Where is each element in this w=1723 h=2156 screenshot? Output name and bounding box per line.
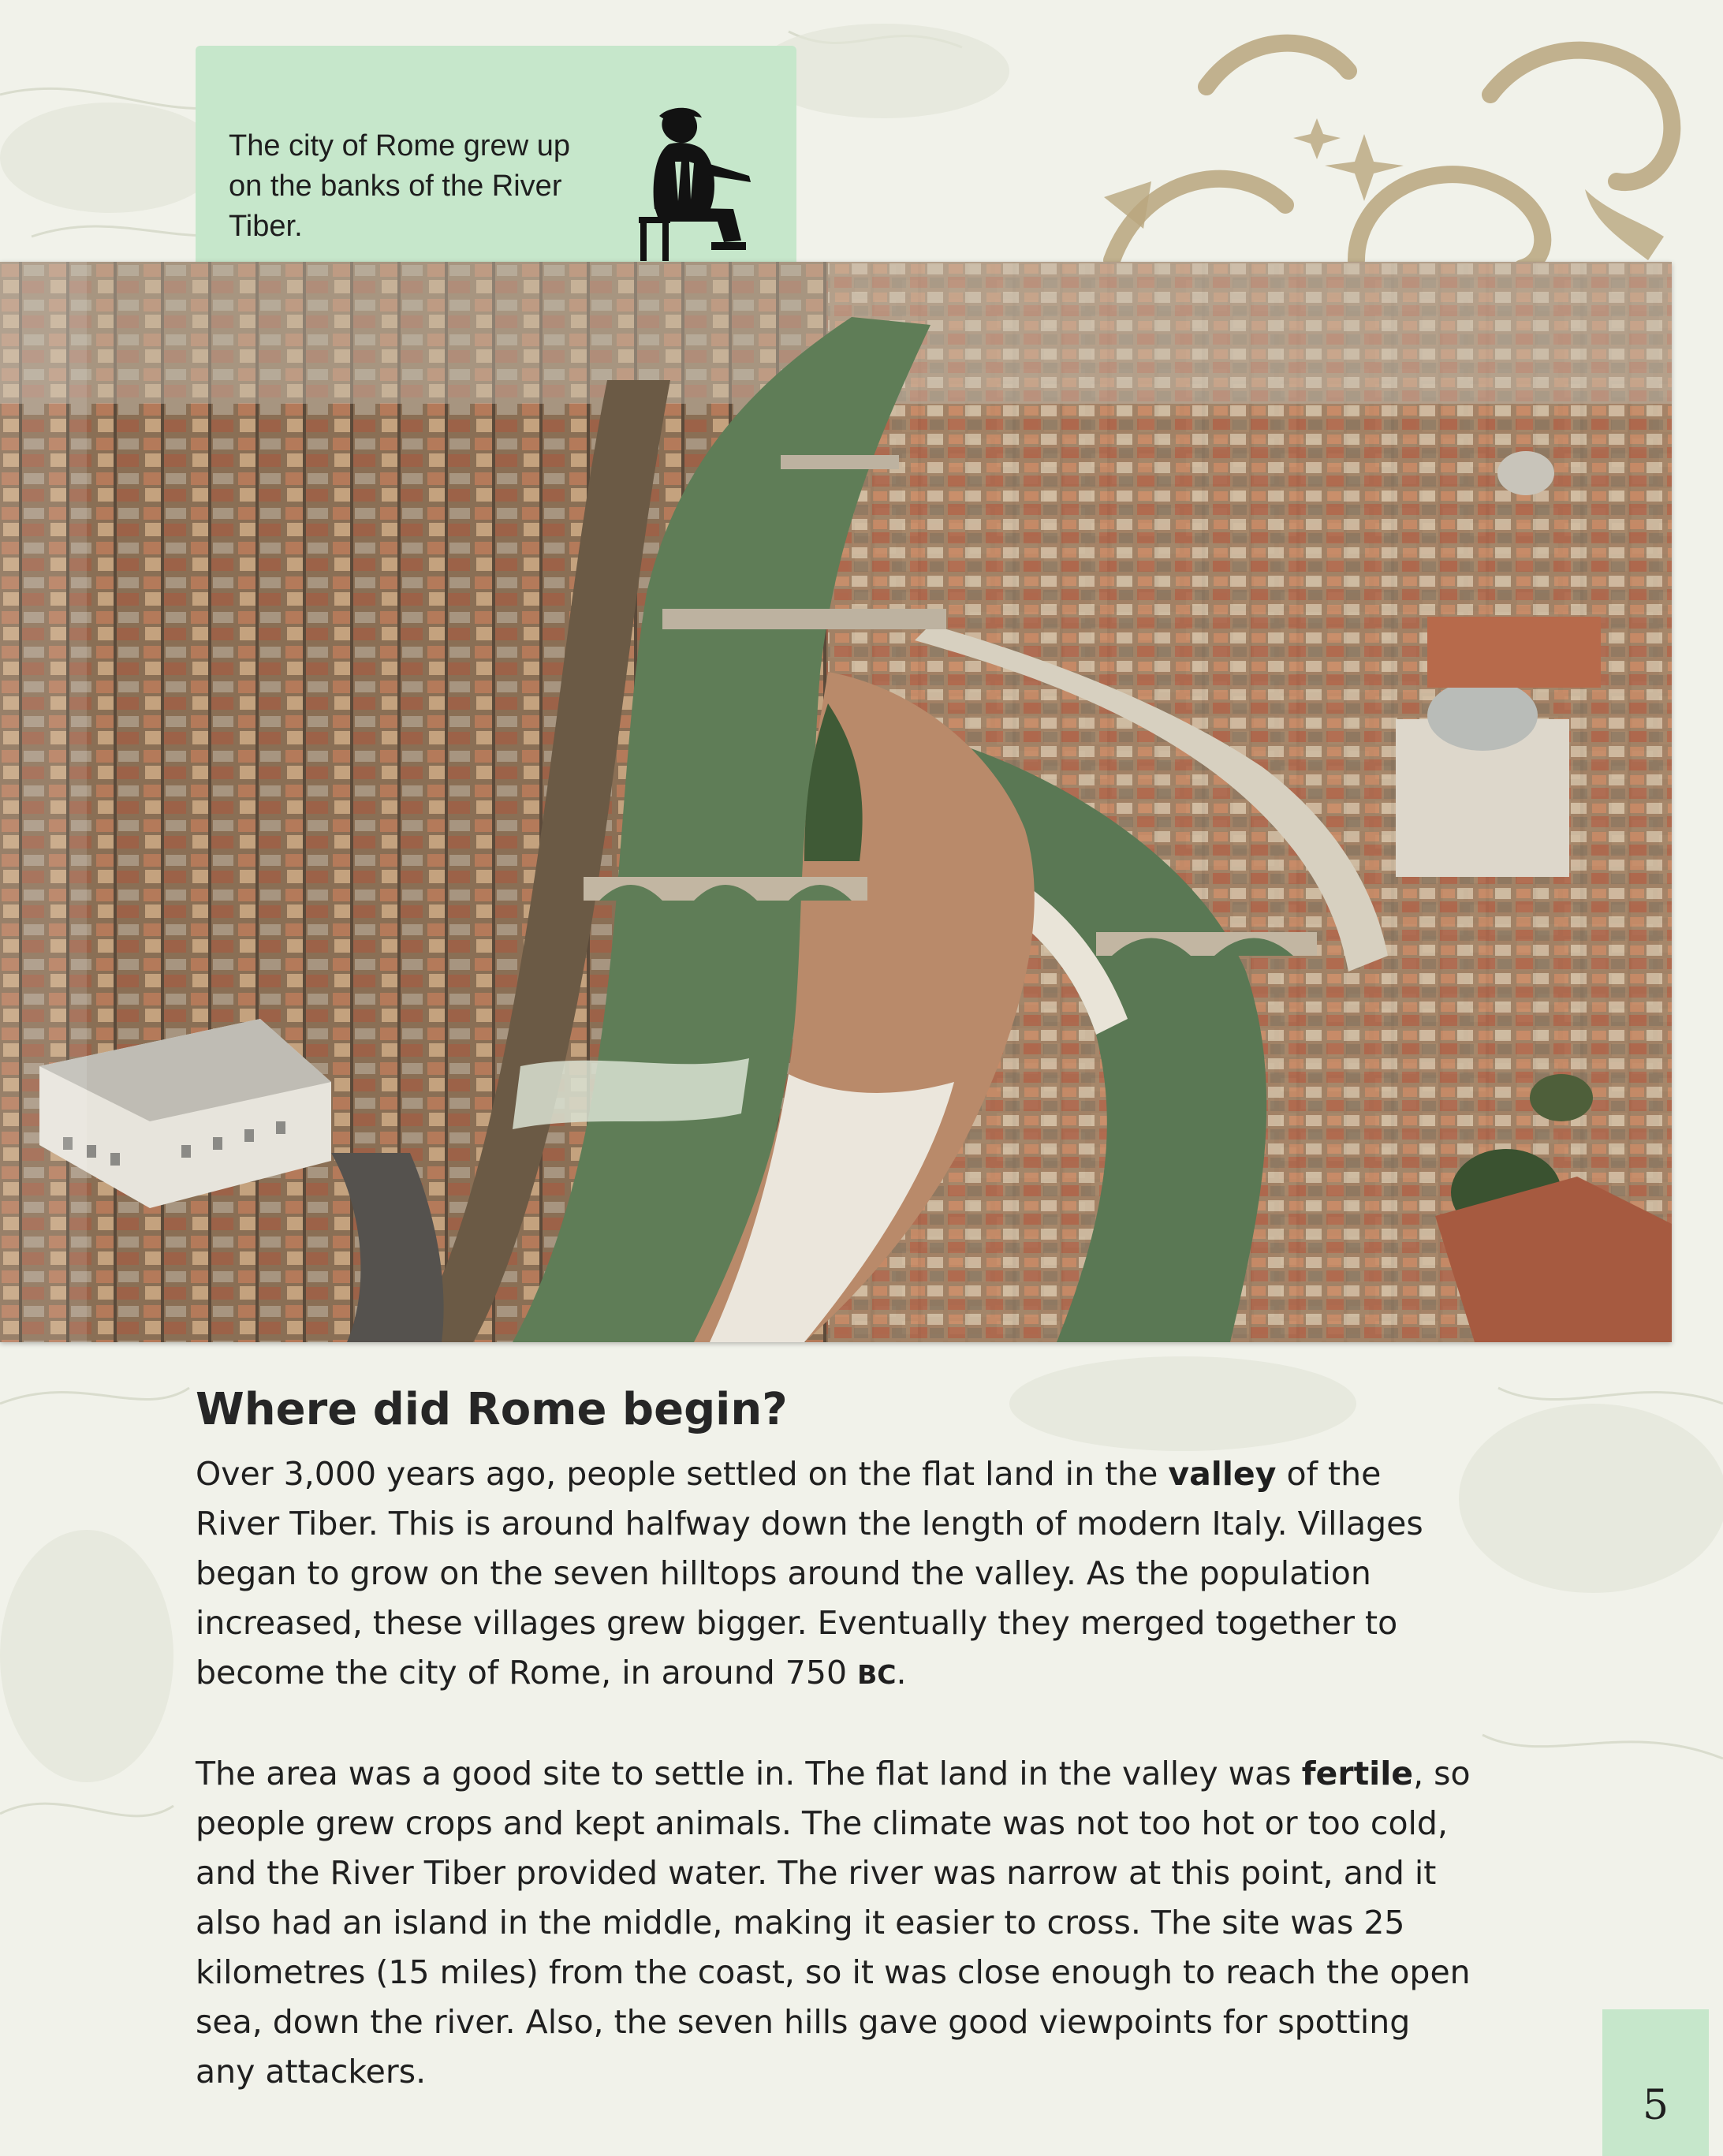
era-abbreviation: BC [857, 1659, 897, 1690]
paragraph-2-text-a: The area was a good site to settle in. The flat land in the valley was [196, 1755, 1302, 1792]
glossary-term-valley: valley [1168, 1455, 1277, 1493]
paragraph-1-text-c: of the River Tiber. This is around halfway down the length of modern Italy. Villages began to grow on the seven hilltops around the valley. As the population increased, these villages grew bigger. Eventually they merged together to become the city of Rome, in around 750 [196, 1455, 1423, 1692]
paragraph-1-text-a: Over 3,000 years ago, people settled on the flat land in the [196, 1455, 1169, 1493]
glossary-term-fertile: fertile [1301, 1755, 1414, 1792]
decorative-scroll-ornament [986, 0, 1723, 268]
seated-roman-figure-icon [623, 106, 761, 264]
page-number: 5 [1642, 2082, 1669, 2129]
paragraph-1-text-e: . [896, 1654, 907, 1692]
paragraph-2-text-c: , so people grew crops and kept animals. The climate was not too hot or too cold, and the River Tiber provided water. The river was narrow at this point, and it also had an island in the middle, making it easier to cross. The site was 25 kilometres (15 miles) from the coast, so it was close enough to reach the open sea, down the river. Also, the seven hills gave good viewpoints for spotting any attackers. [196, 1755, 1471, 2091]
article-heading: Where did Rome begin? [196, 1384, 788, 1435]
aerial-photo-rome-tiber-island [0, 262, 1672, 1342]
article-paragraph-1 [196, 1449, 1473, 1699]
article-paragraph-2 [196, 1749, 1473, 2097]
caption-text: The city of Rome grew up on the banks of the River Tiber. [229, 129, 570, 243]
